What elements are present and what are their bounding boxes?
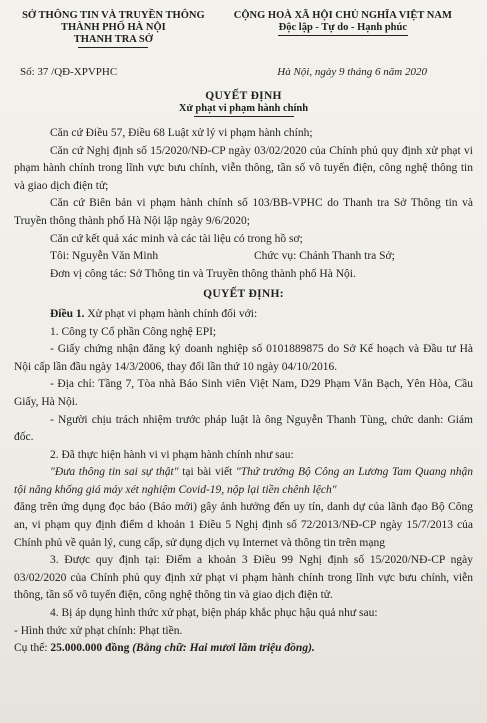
agency-line-2: THÀNH PHỐ HÀ NỘI <box>60 22 166 33</box>
motto-underline <box>278 35 408 36</box>
country-name: CỘNG HOÀ XÃ HỘI CHỦ NGHĨA VIỆT NAM <box>233 10 452 21</box>
signer-name: Tôi: Nguyễn Văn Minh <box>50 250 159 263</box>
signer-row <box>14 248 473 266</box>
national-motto: Độc lập - Tự do - Hạnh phúc <box>278 22 408 33</box>
document-number: Số: 37 /QĐ-XPVPHC <box>20 66 118 78</box>
signer-unit: Đơn vị công tác: Sở Thông tin và Truyền thông thành phố Hà Nội. <box>50 267 356 280</box>
document-date: Hà Nội, ngày 9 tháng 6 năm 2020 <box>277 66 427 78</box>
document-body <box>14 125 473 658</box>
subtitle-underline <box>194 116 294 117</box>
company-address: - Địa chỉ: Tầng 7, Tòa nhà Báo Sinh viên Việt Nam, D29 Phạm Văn Bạch, Yên Hòa, Cầu Giấy, Hà Nội. <box>14 378 473 408</box>
violation-quote-b: tại bài viết <box>178 466 236 479</box>
preamble-2: Căn cứ Nghị định số 15/2020/NĐ-CP ngày 03/02/2020 của Chính phủ quy định xử phạt vi phạm hành chính trong lĩnh vực bưu chính, viễn thông, tần số vô tuyến điện, công nghệ thông tin và giao dịch điện tử; <box>14 144 473 192</box>
violation-quote-a: "Đưa thông tin sai sự thật" <box>50 466 179 479</box>
preamble-3: Căn cứ Biên bản vi phạm hành chính số 103/BB-VPHC do Thanh tra Sở Thông tin và Truyền thông thành phố Hà Nội lập ngày 9/6/2020; <box>14 197 473 227</box>
document-subtitle: Xử phạt vi phạm hành chính <box>178 103 309 114</box>
preamble-1: Căn cứ Điều 57, Điều 68 Luật xử lý vi phạm hành chính; <box>50 127 313 139</box>
amount-words: (Bằng chữ: Hai mươi lăm triệu đồng). <box>129 642 315 655</box>
reference-row <box>14 66 473 78</box>
business-certificate: - Giấy chứng nhận đăng ký doanh nghiệp số 0101889875 do Sở Kế hoạch và Đầu tư Hà Nội cấp lần đầu ngày 14/3/2006, thay đổi lần thứ 10 ngày 04/10/2016. <box>14 343 473 373</box>
article-1-label: Điều 1. <box>50 307 85 320</box>
agency-underline <box>78 47 148 48</box>
penalty-amount <box>14 640 473 658</box>
document-header <box>14 10 473 48</box>
agency-line-3: THANH TRA SỞ <box>73 34 153 45</box>
issuing-agency <box>14 10 213 48</box>
signer-position: Chức vụ: Chánh Thanh tra Sở; <box>254 250 395 263</box>
document-title: QUYẾT ĐỊNH <box>205 90 282 102</box>
article-1-heading <box>14 306 473 324</box>
penalty-form: - Hình thức xử phạt chính: Phạt tiền. <box>14 624 183 637</box>
article-1-item-1: 1. Công ty Cổ phần Công nghệ EPI; <box>50 325 217 338</box>
amount-label: Cụ thể: <box>14 642 51 655</box>
preamble-4: Căn cứ kết quả xác minh và các tài liệu có trong hồ sơ; <box>50 232 303 245</box>
violation-quote <box>14 464 473 499</box>
national-header <box>213 10 473 48</box>
violation-quote-c: "Thứ trưởng Bộ Công an Lương Tam Quang nhận tội nâng khống giá máy xét nghiệm Covid-19, nộp lại tiền chênh lệch" <box>14 466 473 496</box>
agency-line-1: SỞ THÔNG TIN VÀ TRUYỀN THÔNG <box>22 10 205 21</box>
decision-heading: QUYẾT ĐỊNH: <box>203 288 284 301</box>
legal-representative: - Người chịu trách nhiệm trước pháp luật là ông Nguyễn Thanh Tùng, chức danh: Giám đốc. <box>14 413 473 444</box>
article-1-item-3: 3. Được quy định tại: Điểm a khoản 3 Điều 99 Nghị định số 15/2020/NĐ-CP ngày 03/02/2020 của Chính phủ quy định xử phạt vi phạm hành chính trong lĩnh vực bưu chính, viễn thông, tần số vô tuyến điện, công nghệ thông tin và giao dịch điện tử. <box>14 554 473 602</box>
amount-value: 25.000.000 đồng <box>50 642 130 655</box>
article-1-text: Xử phạt vi phạm hành chính đối với: <box>84 307 258 320</box>
violation-description: đăng trên ứng dụng đọc báo (Báo mới) gây ảnh hưởng đến uy tín, danh dự của lãnh đạo Bộ Công an, vi phạm quy định điểm d khoản 1 Điều 5 Nghị định số 72/2013/NĐ-CP ngày 15/7/2013 của Chính phủ về quản lý, cung cấp, sử dụng dịch vụ Internet và thông tin trên mạng <box>14 501 473 549</box>
article-1-item-4: 4. Bị áp dụng hình thức xử phạt, biện pháp khắc phục hậu quả như sau: <box>50 607 378 620</box>
article-1-item-2: 2. Đã thực hiện hành vi vi phạm hành chính như sau: <box>50 448 294 461</box>
